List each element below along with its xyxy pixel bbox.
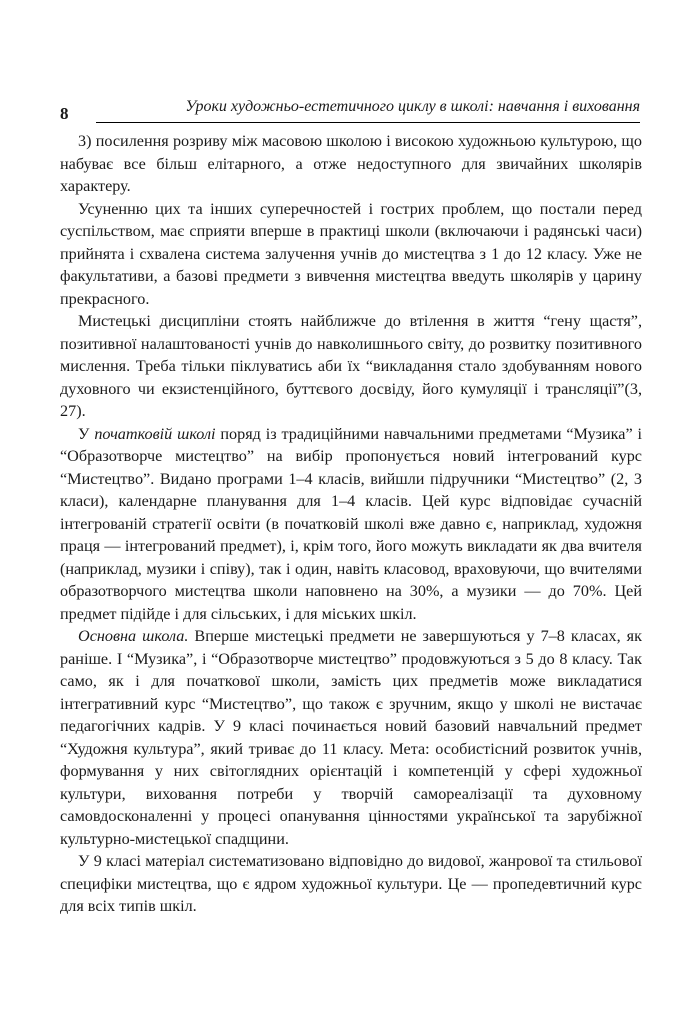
paragraph-5-text: Вперше мистецькі предмети не завершуються у 7–8 класах, як раніше. І “Музика”, і “Образотворче мистецтво” продовжуються з 5 до 8 класу. Так само, як і для початкової школи, замість цих предметів може викладатися інтегративний курс “Мистецтво”, що також є зручним, якщо у школі не вистачає педагогічних кадрів. У 9 класі починається новий базовий навчальний предмет “Художня культура”, який триває до 11 класу. Мета: особистісний розвиток учнів, формування у них світоглядних орієнтацій і компетенцій у сфері художньої культури, виховання потреби у творчій самореалізації та духовному самовдосконаленні у процесі опанування цінностями української та зарубіжної культурно-мистецької спадщини.: [60, 627, 642, 848]
header-divider: [96, 122, 640, 123]
paragraph-1: 3) посилення розриву між масовою школою і високою художньою культурою, що набуває все більш елітарного, а отже недоступного для звичайних школярів характеру.: [60, 132, 642, 195]
paragraph-4-emphasis: початковій школі: [94, 424, 216, 443]
paragraph-6: У 9 класі матеріал систематизовано відповідно до видової, жанрової та стильової специфіки мистецтва, що є ядром художньої культури. Це — пропедевтичний курс для всіх типів шкіл.: [60, 852, 642, 915]
body-text: [60, 130, 642, 918]
paragraph-3: Мистецькі дисципліни стоять найближче до втілення в життя “гену щастя”, позитивної налаштованості учнів до навколишнього світу, до розвитку позитивного мислення. Треба тільки піклуватись аби їх “викладання стало здобуванням нового духовного чи екзистенційного, буттєвого досвіду, його кумуляції і трансляції”(3, 27).: [60, 312, 642, 420]
running-header-title: Уроки художньо-естетичного циклу в школі: навчання і виховання: [185, 98, 640, 115]
paragraph-4-text: поряд із традиційними навчальними предметами “Музика” і “Образотворче мистецтво” на вибір пропонується новий інтегрований курс “Мистецтво”. Видано програми 1–4 класів, вийшли підручники “Мистецтво” (2, 3 класи), календарне планування для 1–4 класів. Цей курс відповідає сучасній інтегрованій стратегії освіти (в початковій школі вже давно є, наприклад, художня праця — інтегрований предмет), і, крім того, його можуть викладати як два вчителя (наприклад, музики і співу), так і один, навіть класовод, враховуючи, що вчителями образотворчого мистецтва школи наповнено на 30%, а музики — до 70%. Цей предмет підійде і для сільських, і для міських шкіл.: [60, 424, 642, 623]
paragraph-4: [60, 423, 642, 626]
paragraph-2: Усуненню цих та інших суперечностей і гострих проблем, що постали перед суспільством, має сприяти вперше в практиці школи (включаючи і радянські часи) прийнята і схвалена система залучення учнів до мистецтва з 1 до 12 класу. Уже не факультативи, а базові предмети з вивчення мистецтва введуть школярів у царину прекрасного.: [60, 199, 642, 308]
paragraph-5-emphasis: Основна школа.: [78, 627, 189, 645]
page-number: 8: [60, 104, 69, 123]
paragraph-4-lead: У: [78, 424, 95, 443]
paragraph-5: [60, 625, 642, 850]
